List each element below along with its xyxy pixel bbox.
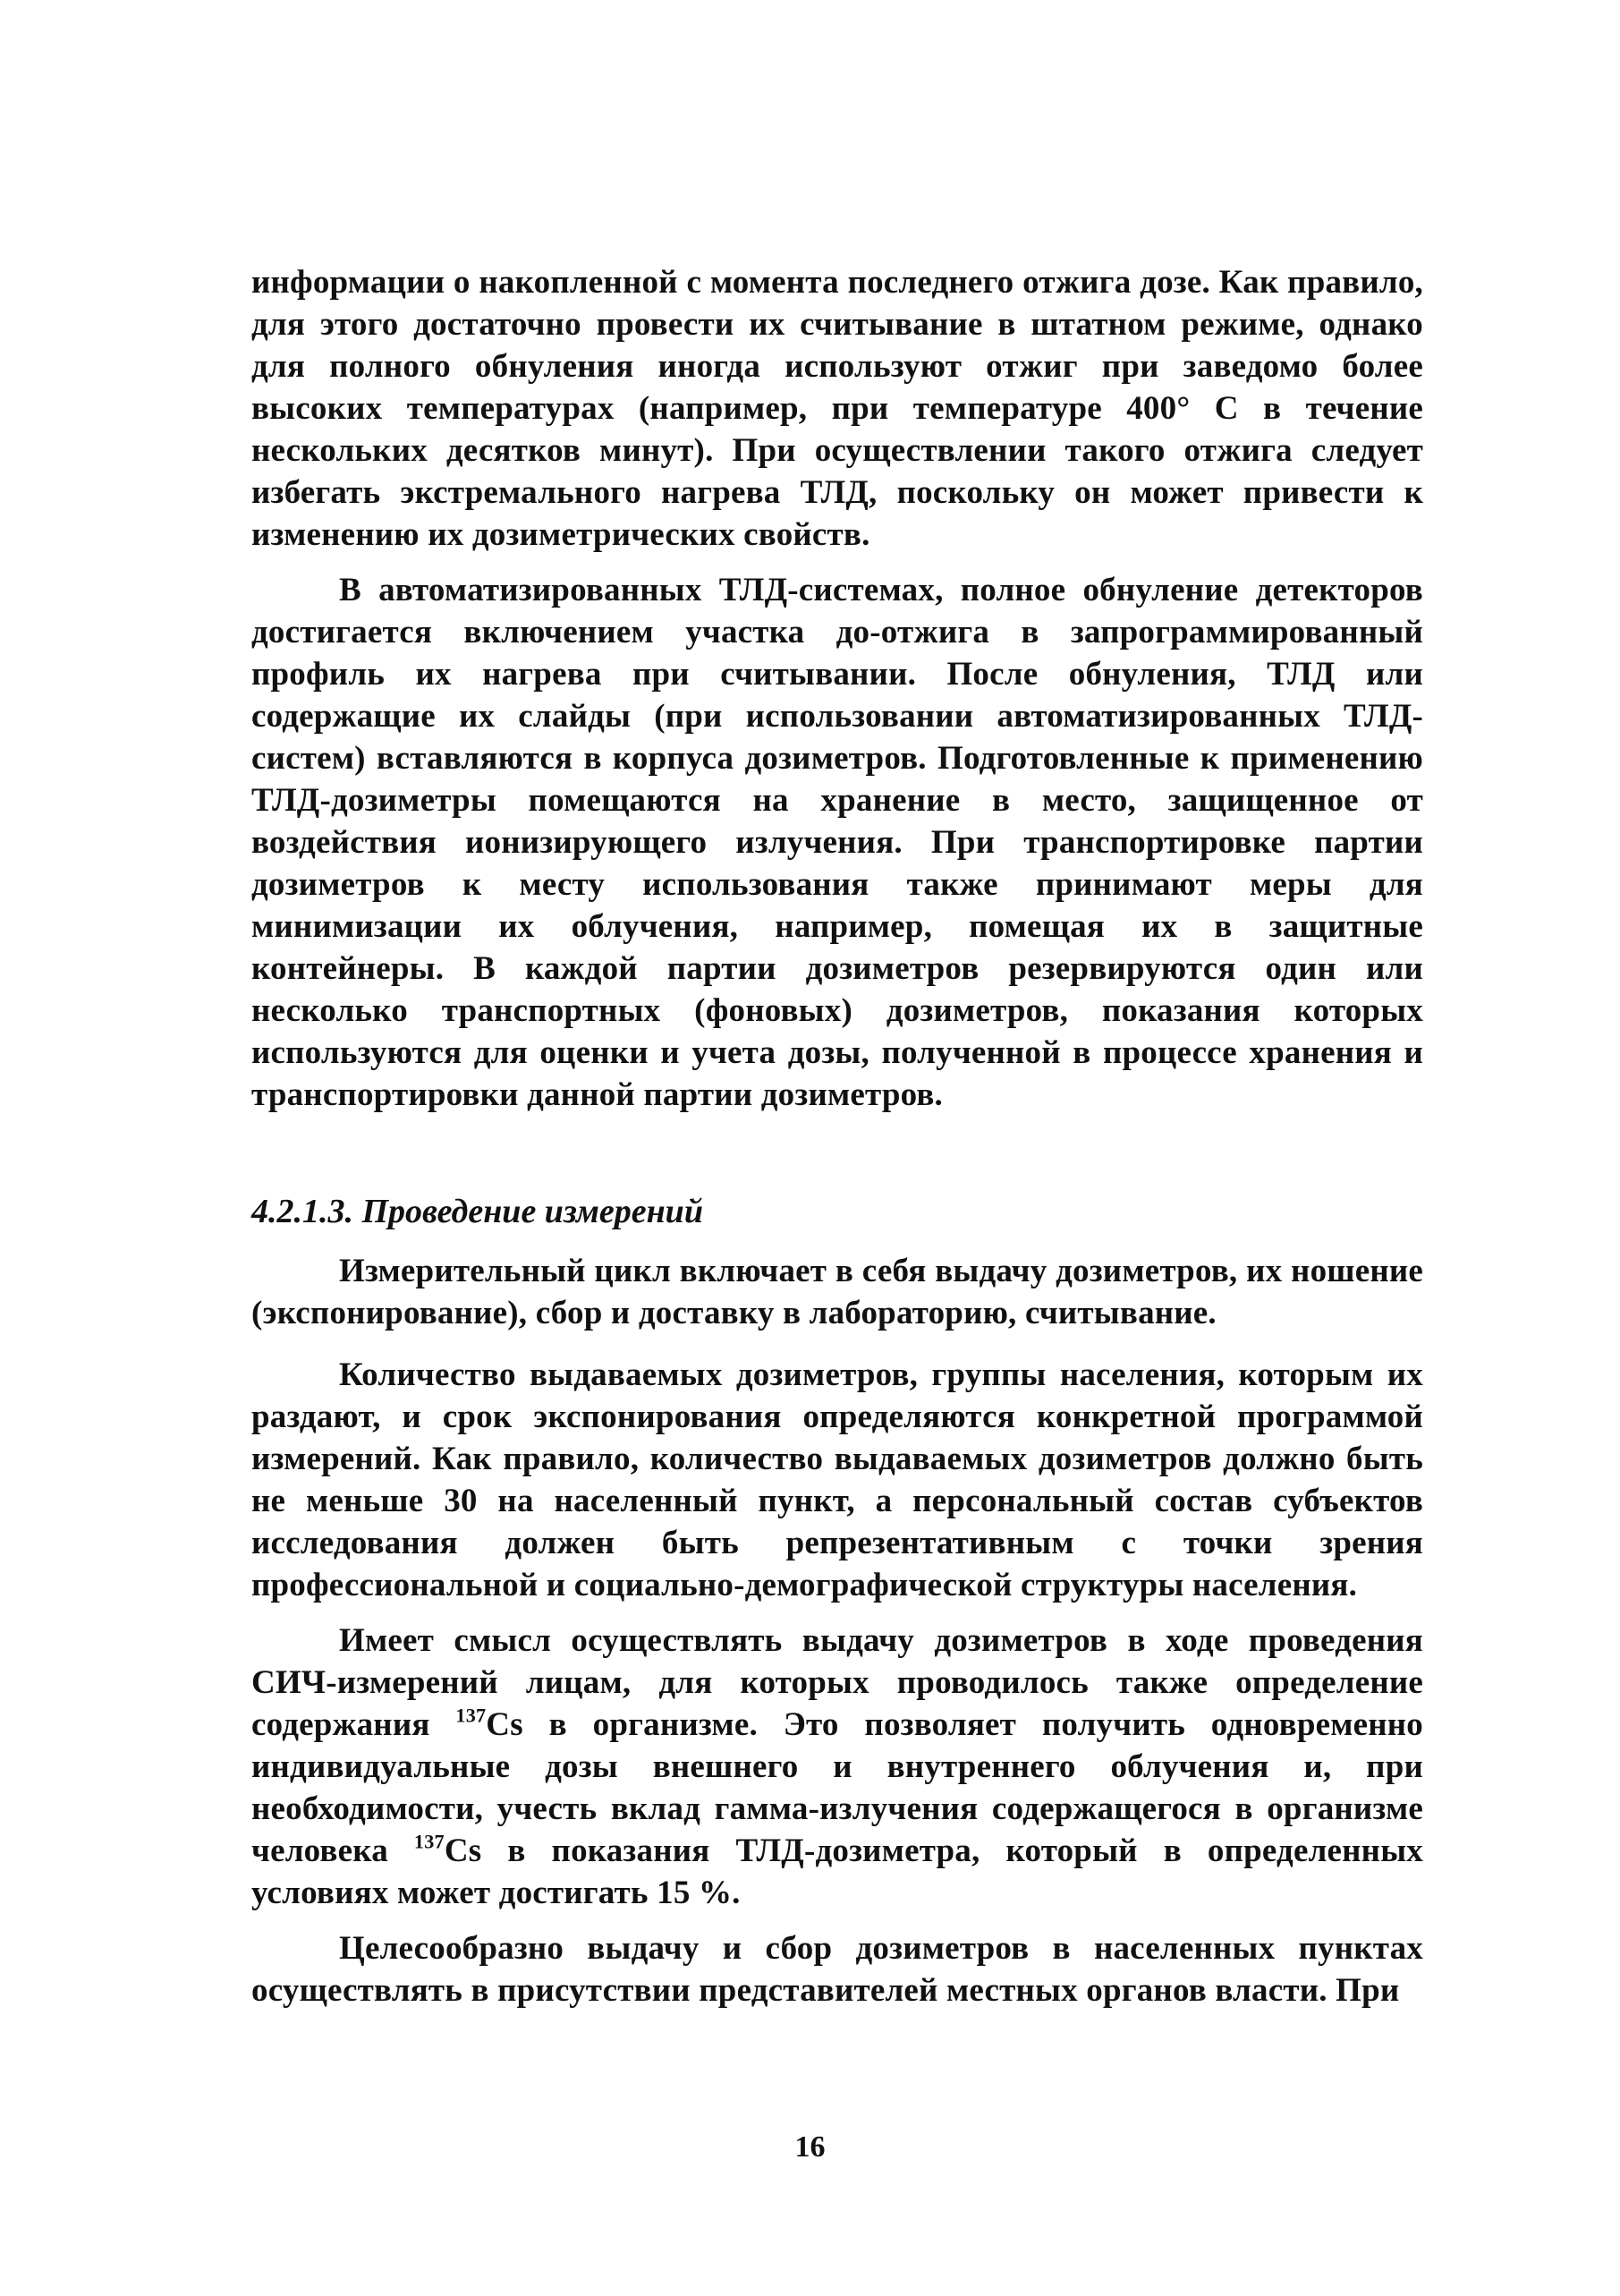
paragraph-part: Имеет смысл осуществлять выдачу дозиметров в ходе проведения СИЧ-измерений лицам, для которых проводилось также определение содержания <box>251 1622 1423 1743</box>
paragraph-measurement-cycle: Измерительный цикл включает в себя выдачу дозиметров, их ношение (экспонирование), сбор и доставку в лабораторию, считывание. <box>251 1253 1423 1331</box>
paragraph-part: Cs в организме. Это позволяет получить одновременно индивидуальные дозы внешнего и внутреннего облучения и, при необходимости, учесть вклад гамма-излучения содержащегося в организме человека <box>251 1706 1423 1869</box>
section-heading: 4.2.1.3. Проведение измерений <box>251 1193 703 1230</box>
isotope-mass-number: 137 <box>455 1704 487 1727</box>
paragraph-part: Cs в показания ТЛД-дозиметра, который в определенных условиях может достигать 15 %. <box>251 1833 1423 1911</box>
paragraph-wbc-measurements <box>251 1620 1423 1914</box>
paragraph-annealing-continued: информации о накопленной с момента последнего отжига дозе. Как правило, для этого достаточно провести их считывание в штатном режиме, однако для полного обнуления иногда используют отжиг при заведомо более высоких температурах (например, при температуре 400° С в течение нескольких десятков минут). При осуществлении такого отжига следует избегать экстремального нагрева ТЛД, поскольку он может привести к изменению их дозиметрических свойств. <box>251 264 1423 553</box>
paragraph-automated-tld-systems: В автоматизированных ТЛД-системах, полное обнуление детекторов достигается включением участка до-отжига в запрограммированный профиль их нагрева при считывании. После обнуления, ТЛД или содержащие их слайды (при использовании автоматизированных ТЛД-систем) вставляются в корпуса дозиметров. Подготовленные к применению ТЛД-дозиметры помещаются на хранение в место, защищенное от воздействия ионизирующего излучения. При транспортировке партии дозиметров к месту использования также принимают меры для минимизации их облучения, например, помещая их в защитные контейнеры. В каждой партии дозиметров резервируются один или несколько транспортных (фоновых) дозиметров, показания которых используются для оценки и учета дозы, полученной в процессе хранения и транспортировки данной партии дозиметров. <box>251 572 1423 1113</box>
paragraph-dosimeter-quantity: Количество выдаваемых дозиметров, группы населения, которым их раздают, и срок экспонирования определяются конкретной программой измерений. Как правило, количество выдаваемых дозиметров должно быть не меньше 30 на населенный пункт, а персональный состав субъектов исследования должен быть репрезентативным с точки зрения профессиональной и социально-демографической структуры населения. <box>251 1356 1423 1603</box>
paragraph-distribution-authorities: Целесообразно выдачу и сбор дозиметров в населенных пунктах осуществлять в присутствии представителей местных органов власти. При <box>251 1930 1423 2009</box>
isotope-mass-number: 137 <box>413 1830 445 1853</box>
page-number: 16 <box>794 2130 826 2164</box>
